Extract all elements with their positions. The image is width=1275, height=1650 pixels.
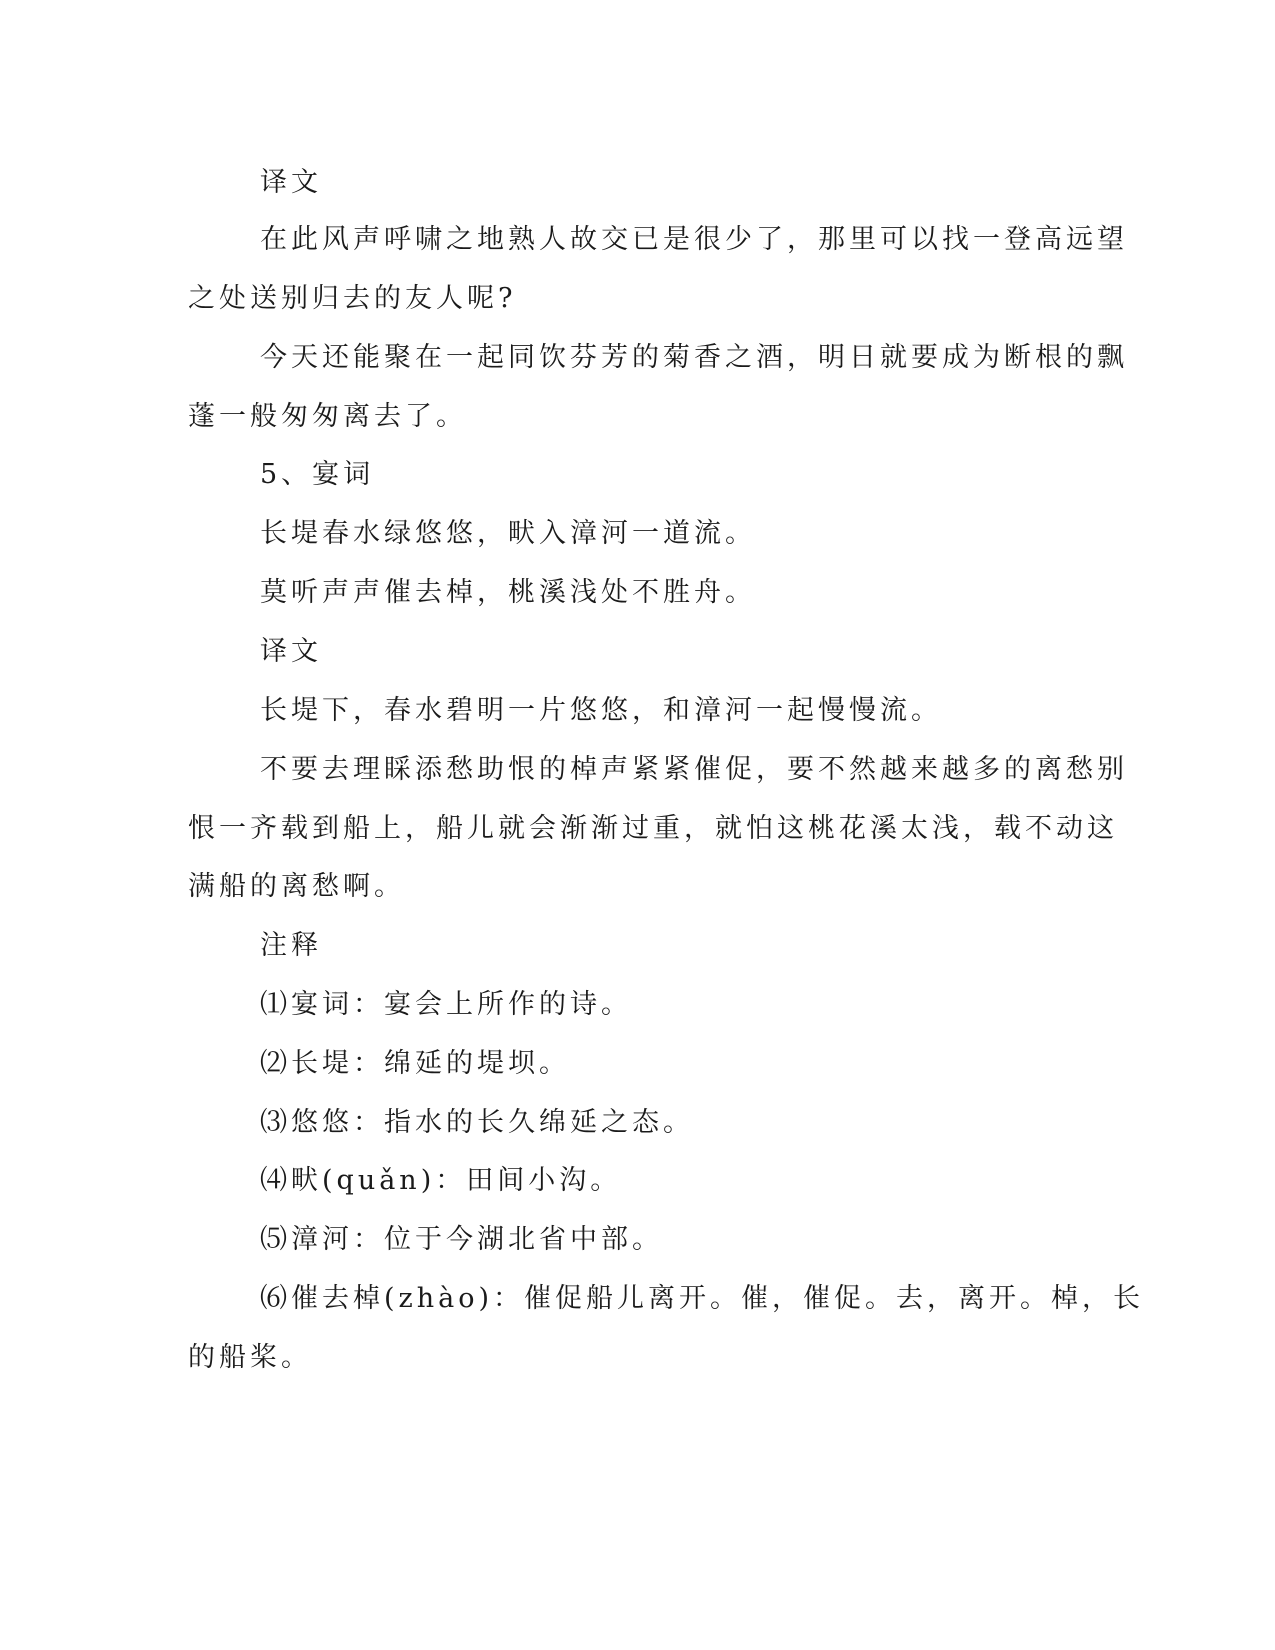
heading-translation: 译文 <box>260 636 322 667</box>
poem-line: 长堤春水绿悠悠，畎入漳河一道流。 <box>260 518 756 549</box>
paragraph-line: 之处送别归去的友人呢? <box>188 283 517 314</box>
note-item: ⑸漳河：位于今湖北省中部。 <box>260 1224 663 1255</box>
paragraph-line: 长堤下，春水碧明一片悠悠，和漳河一起慢慢流。 <box>260 695 942 726</box>
paragraph-line: 恨一齐载到船上，船儿就会渐渐过重，就怕这桃花溪太浅，载不动这 <box>188 813 1118 844</box>
note-item: ⑶悠悠：指水的长久绵延之态。 <box>260 1107 694 1138</box>
section-heading: 5、宴词 <box>260 459 375 490</box>
paragraph-line: 不要去理睬添愁助恨的棹声紧紧催促，要不然越来越多的离愁别 <box>260 754 1128 785</box>
note-item: ⑷畎(quǎn)：田间小沟。 <box>260 1165 622 1196</box>
paragraph-line: 满船的离愁啊。 <box>188 871 405 902</box>
note-item-continuation: 的船桨。 <box>188 1342 312 1373</box>
paragraph-line: 今天还能聚在一起同饮芬芳的菊香之酒，明日就要成为断根的飘 <box>260 342 1128 373</box>
paragraph-line: 蓬一般匆匆离去了。 <box>188 401 467 432</box>
note-item: ⑵长堤：绵延的堤坝。 <box>260 1048 570 1079</box>
note-item: ⑹催去棹(zhào)：催促船儿离开。催，催促。去，离开。棹，长 <box>260 1283 1145 1314</box>
paragraph-line: 在此风声呼啸之地熟人故交已是很少了，那里可以找一登高远望 <box>260 224 1128 255</box>
heading-translation: 译文 <box>260 167 322 198</box>
heading-notes: 注释 <box>260 930 322 961</box>
poem-line: 莫听声声催去棹，桃溪浅处不胜舟。 <box>260 577 756 608</box>
note-item: ⑴宴词：宴会上所作的诗。 <box>260 989 632 1020</box>
